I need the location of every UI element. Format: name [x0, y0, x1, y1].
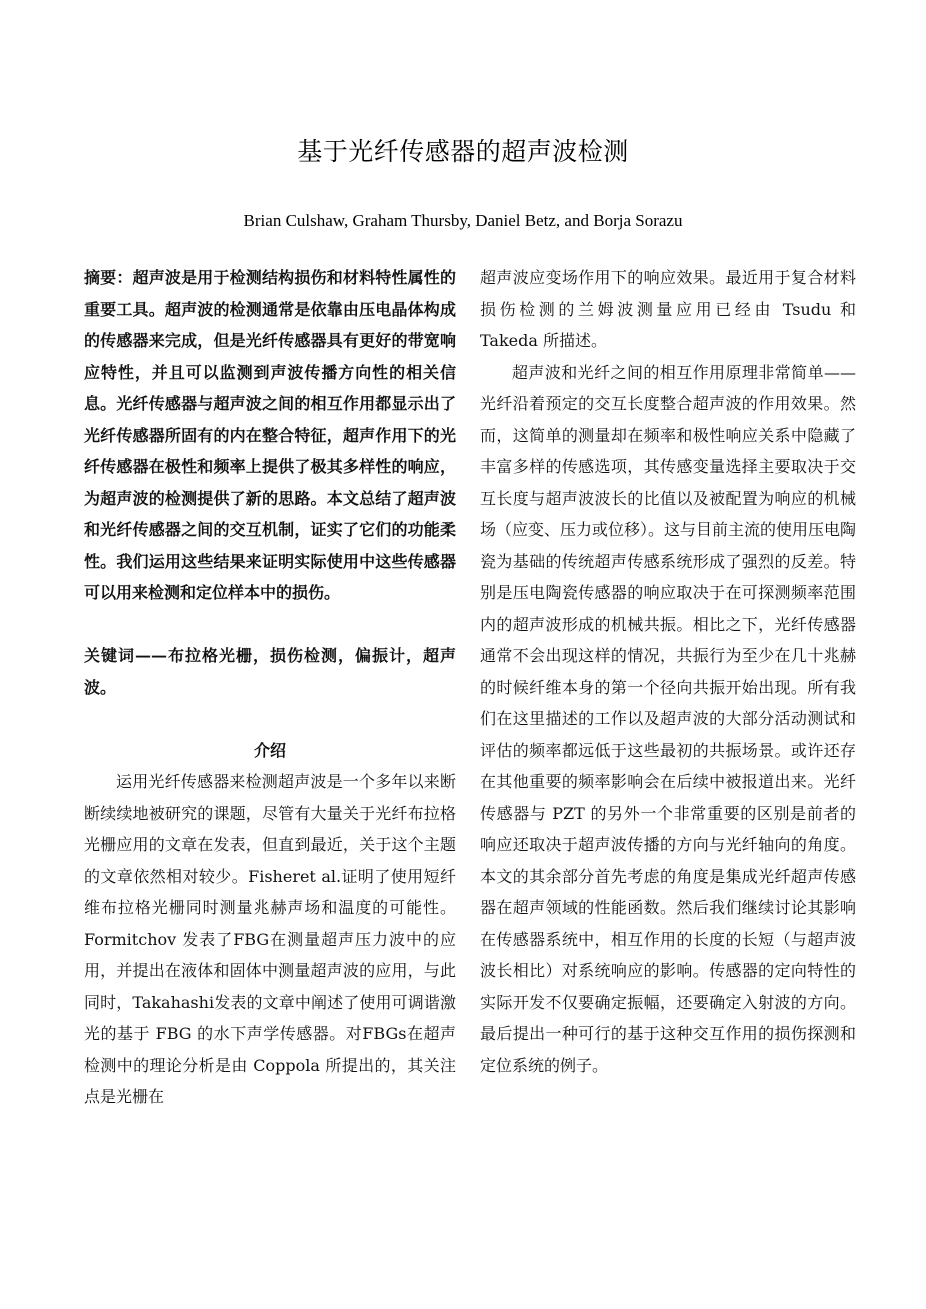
- left-column: [84, 262, 456, 1113]
- right-paragraph-2: 超声波和光纤之间的相互作用原理非常简单——光纤沿着预定的交互长度整合超声波的作用效果。然而，这简单的测量却在频率和极性响应关系中隐藏了丰富多样的传感选项，其传感变量选择主要取决于交互长度与超声波波长的比值以及被配置为响应的机械场（应变、压力或位移）。这与目前主流的使用压电陶瓷为基础的传统超声传感系统形成了强烈的反差。特别是压电陶瓷传感器的响应取决于在可探测频率范围内的超声波形成的机械共振。相比之下，光纤传感器通常不会出现这样的情况，共振行为至少在几十兆赫的时候纤维本身的第一个径向共振开始出现。所有我们在这里描述的工作以及超声波的大部分活动测试和评估的频率都远低于这些最初的共振场景。或许还存在其他重要的频率影响会在后续中被报道出来。光纤传感器与 PZT 的另外一个非常重要的区别是前者的响应还取决于超声波传播的方向与光纤轴向的角度。本文的其余部分首先考虑的角度是集成光纤超声传感器在超声领域的性能函数。然后我们继续讨论其影响在传感器系统中，相互作用的长度的长短（与超声波波长相比）对系统响应的影响。传感器的定向特性的实际开发不仅要确定振幅，还要确定入射波的方向。最后提出一种可行的基于这种交互作用的损伤探测和定位系统的例子。: [480, 362, 857, 1075]
- paper-title: 基于光纤传感器的超声波检测: [297, 137, 629, 166]
- right-column: [480, 262, 856, 1081]
- abstract: 摘要：超声波是用于检测结构损伤和材料特性属性的重要工具。超声波的检测通常是依靠由压电晶体构成的传感器来完成，但是光纤传感器具有更好的带宽响应特性，并且可以监测到声波传播方向性的相关信息。光纤传感器与超声波之间的相互作用都显示出了光纤传感器所固有的内在整合特征，超声作用下的光纤传感器在极性和频率上提供了极其多样性的响应，为超声波的检测提供了新的思路。本文总结了超声波和光纤传感器之间的交互机制，证实了它们的功能柔性。我们运用这些结果来证明实际使用中这些传感器可以用来检测和定位样本中的损伤。: [84, 268, 456, 602]
- right-paragraph-1: 超声波应变场作用下的响应效果。最近用于复合材料损伤检测的兰姆波测量应用已经由 Tsudu 和 Takeda 所描述。: [480, 268, 856, 350]
- intro-paragraph-1: 运用光纤传感器来检测超声波是一个多年以来断断续续地被研究的课题，尽管有大量关于光纤布拉格光栅应用的文章在发表，但直到最近，关于这个主题的文章依然相对较少。Fisheret al.证明了使用短纤维布拉格光栅同时测量兆赫声场和温度的可能性。Formitchov 发表了FBG在测量超声压力波中的应用，并提出在液体和固体中测量超声波的应用，与此同时，Takahashi发表的文章中阐述了使用可调谐激光的基于 FBG 的水下声学传感器。对FBGs在超声检测中的理论分析是由 Coppola 所提出的，其关注点是光栅在: [84, 772, 456, 1106]
- paper-authors: Brian Culshaw, Graham Thursby, Daniel Betz, and Borja Sorazu: [243, 211, 683, 230]
- section-heading-intro: 介绍: [253, 740, 286, 760]
- keywords: 关键词——布拉格光栅，损伤检测，偏振计，超声波。: [84, 646, 456, 697]
